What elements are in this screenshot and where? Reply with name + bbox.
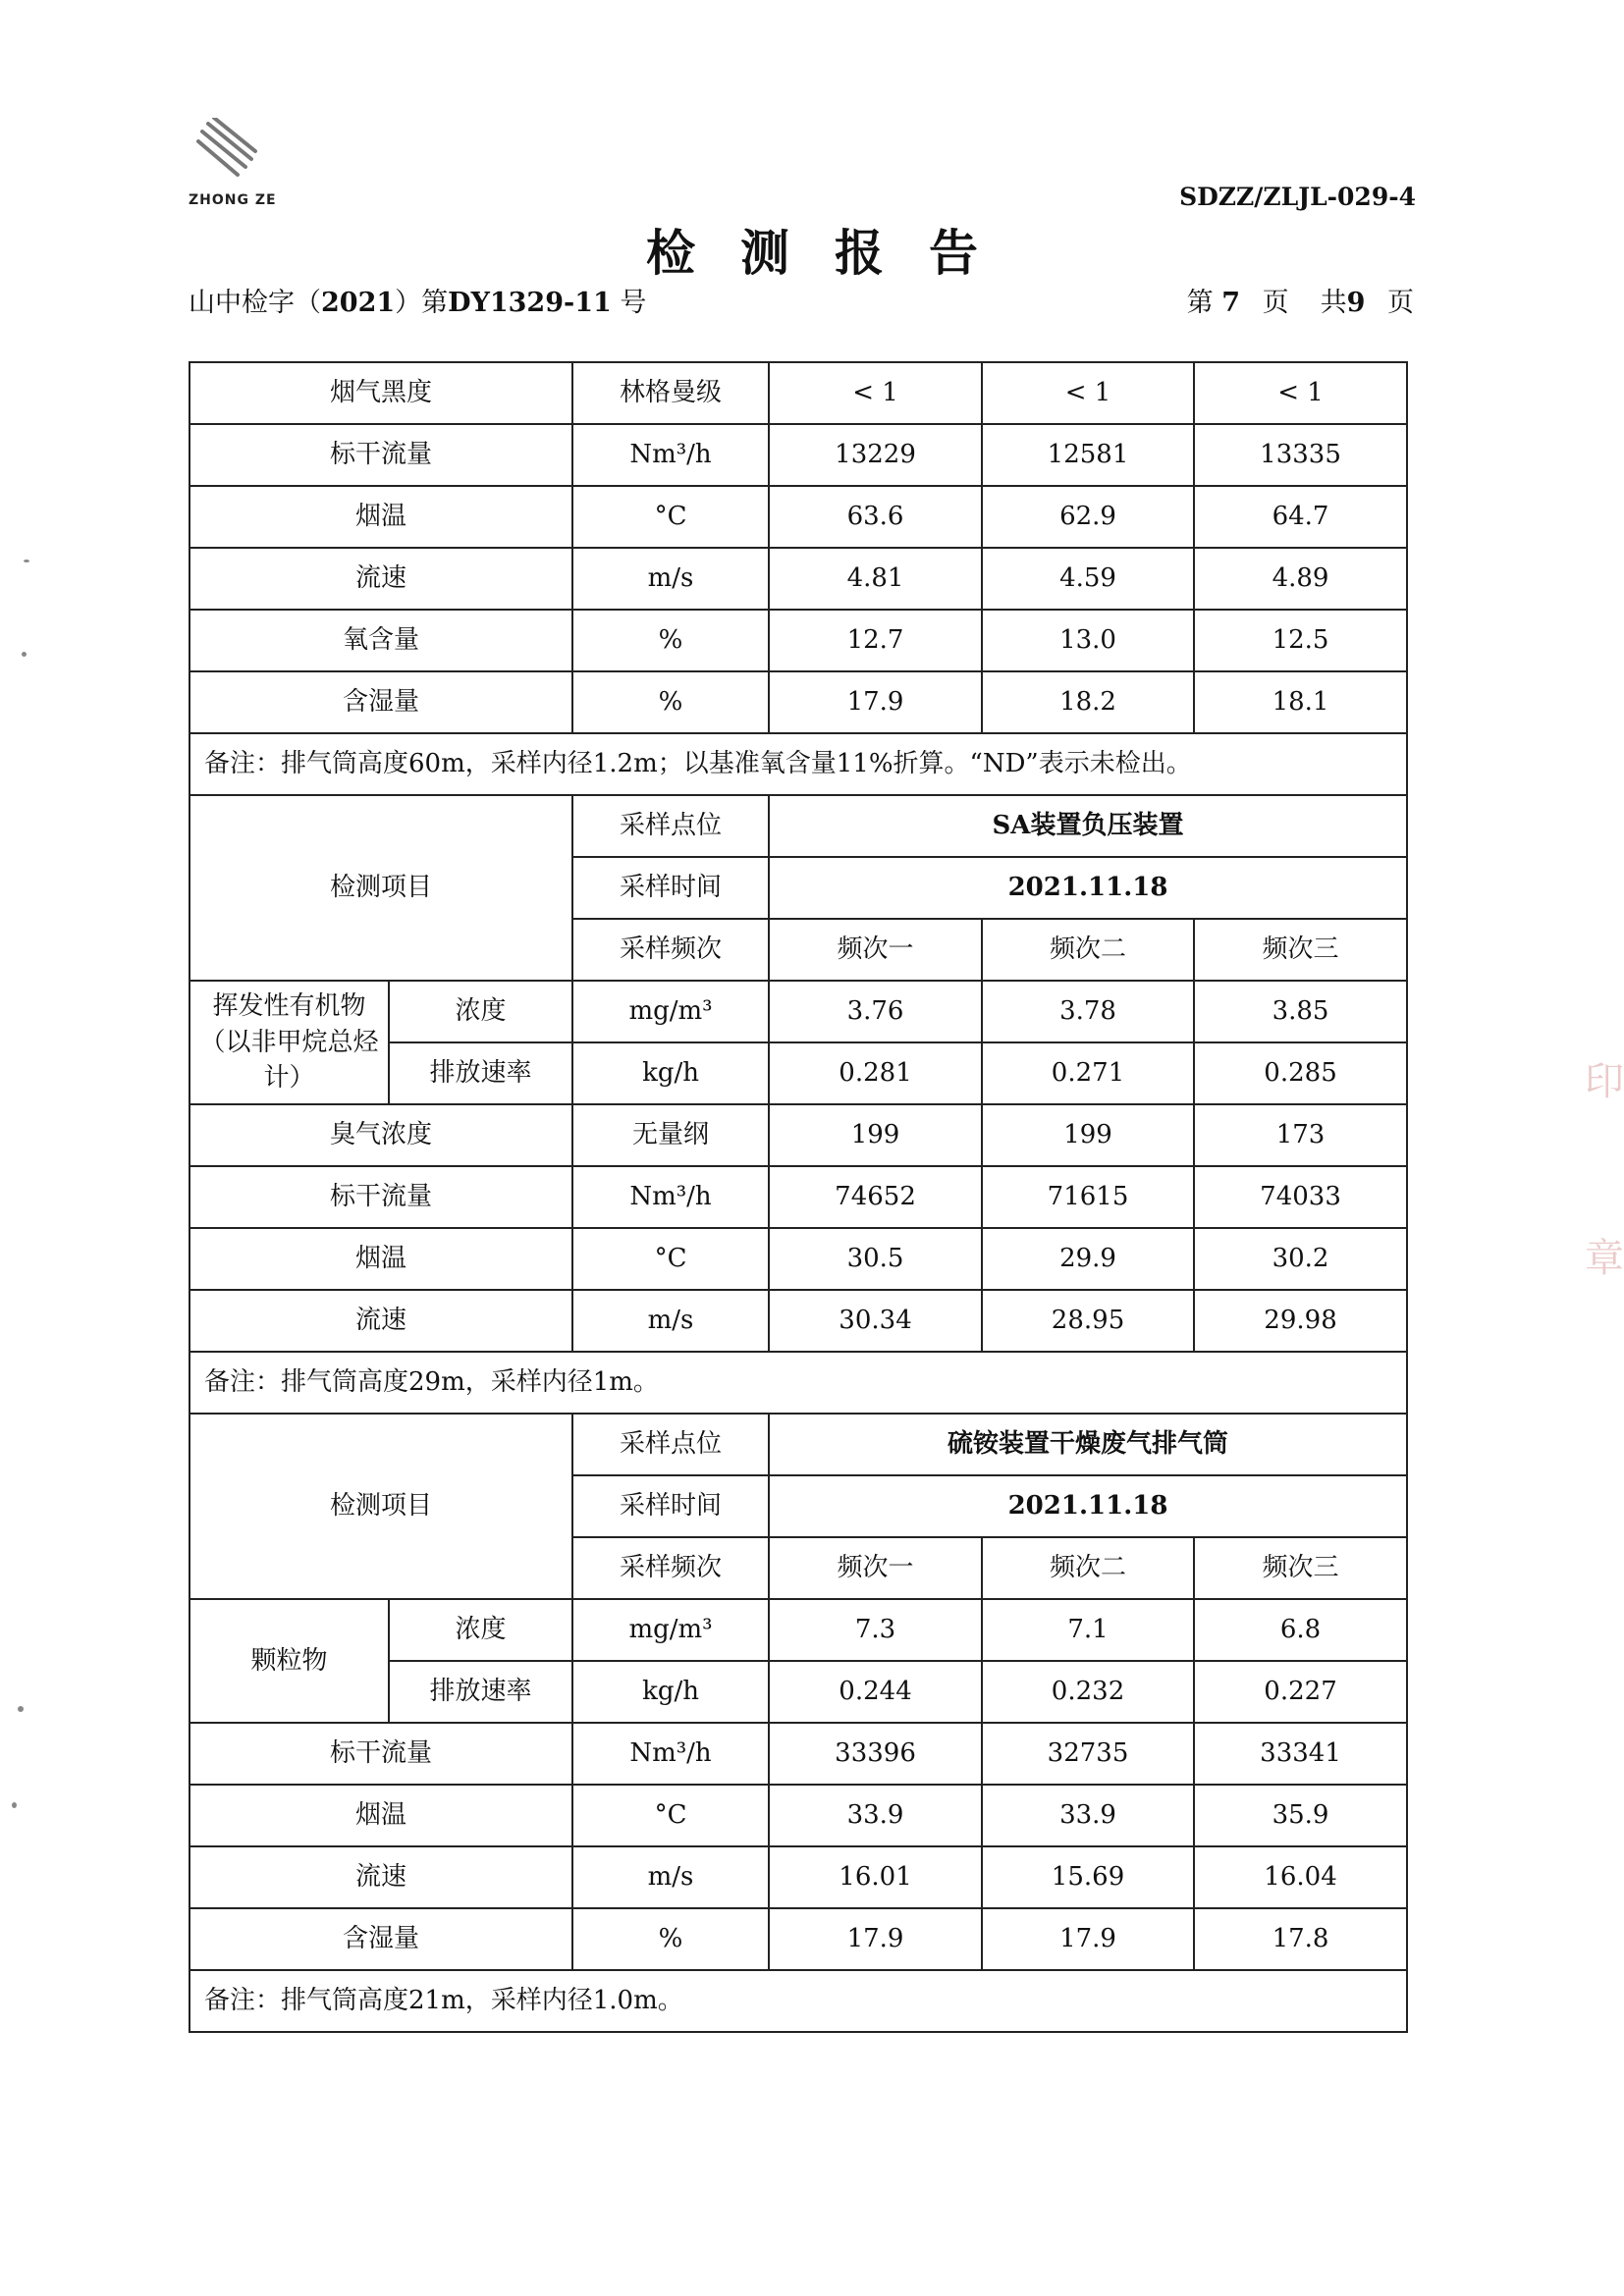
label-cell: 采样频次 xyxy=(572,919,769,981)
unit-cell: kg/h xyxy=(572,1042,769,1104)
value-cell: 199 xyxy=(769,1104,982,1166)
item-cell: 烟温 xyxy=(189,1785,572,1846)
item-cell: 烟温 xyxy=(189,486,572,548)
value-cell: 13335 xyxy=(1194,424,1407,486)
item-cell: 烟温 xyxy=(189,1228,572,1290)
value-cell: < 1 xyxy=(982,362,1194,424)
frequency-cell: 频次二 xyxy=(982,1537,1194,1599)
report-number: 山中检字（2021）第DY1329-11 号 xyxy=(189,288,647,318)
unit-cell: °C xyxy=(572,1785,769,1846)
unit-cell: Nm³/h xyxy=(572,1166,769,1228)
unit-cell: % xyxy=(572,671,769,733)
note-cell: 备注：排气筒高度21m，采样内径1.0m。 xyxy=(189,1970,1407,2032)
note-cell: 备注：排气筒高度60m，采样内径1.2m；以基准氧含量11%折算。“ND”表示未检出。 xyxy=(189,733,1407,795)
unit-cell: % xyxy=(572,610,769,671)
scan-mark xyxy=(22,652,27,657)
table-row xyxy=(189,1414,1407,1475)
value-cell: 199 xyxy=(982,1104,1194,1166)
value-cell: 17.9 xyxy=(769,671,982,733)
table-row xyxy=(189,610,1407,671)
value-cell: 12581 xyxy=(982,424,1194,486)
table-row xyxy=(189,1104,1407,1166)
value-cell: < 1 xyxy=(1194,362,1407,424)
item-cell: 流速 xyxy=(189,1290,572,1352)
scan-mark xyxy=(24,560,29,562)
unit-cell: 无量纲 xyxy=(572,1104,769,1166)
group-item-cell: 挥发性有机物（以非甲烷总烃计） xyxy=(189,981,389,1104)
value-cell: 33.9 xyxy=(769,1785,982,1846)
label-cell: 采样频次 xyxy=(572,1537,769,1599)
value-cell: 3.85 xyxy=(1194,981,1407,1042)
item-cell: 含湿量 xyxy=(189,671,572,733)
table-row xyxy=(189,1846,1407,1908)
table-row xyxy=(189,1908,1407,1970)
value-cell: 4.81 xyxy=(769,548,982,610)
seal-stamp-fragment: 印 xyxy=(1585,1059,1624,1104)
item-cell: 臭气浓度 xyxy=(189,1104,572,1166)
value-cell: 33396 xyxy=(769,1723,982,1785)
table-row xyxy=(189,1228,1407,1290)
value-cell: 18.1 xyxy=(1194,671,1407,733)
value-cell: 18.2 xyxy=(982,671,1194,733)
sub-item-cell: 排放速率 xyxy=(389,1661,572,1723)
table-row xyxy=(189,981,1407,1042)
value-cell: 12.7 xyxy=(769,610,982,671)
table-row xyxy=(189,1785,1407,1846)
unit-cell: °C xyxy=(572,1228,769,1290)
value-cell: 30.2 xyxy=(1194,1228,1407,1290)
value-cell: 3.76 xyxy=(769,981,982,1042)
value-cell: 29.9 xyxy=(982,1228,1194,1290)
frequency-cell: 频次三 xyxy=(1194,919,1407,981)
item-cell: 标干流量 xyxy=(189,1166,572,1228)
value-cell: 4.59 xyxy=(982,548,1194,610)
table-row xyxy=(189,486,1407,548)
item-cell: 流速 xyxy=(189,548,572,610)
scan-mark xyxy=(12,1802,17,1808)
value-cell: 62.9 xyxy=(982,486,1194,548)
value-cell: 16.04 xyxy=(1194,1846,1407,1908)
header-item-cell: 检测项目 xyxy=(189,1414,572,1599)
unit-cell: kg/h xyxy=(572,1661,769,1723)
item-cell: 氧含量 xyxy=(189,610,572,671)
value-cell: 0.271 xyxy=(982,1042,1194,1104)
table-row xyxy=(189,1599,1407,1661)
table-row xyxy=(189,424,1407,486)
value-cell: 6.8 xyxy=(1194,1599,1407,1661)
value-cell: 71615 xyxy=(982,1166,1194,1228)
unit-cell: Nm³/h xyxy=(572,1723,769,1785)
group-item-cell: 颗粒物 xyxy=(189,1599,389,1723)
value-cell: 28.95 xyxy=(982,1290,1194,1352)
value-cell: 33341 xyxy=(1194,1723,1407,1785)
value-cell: 16.01 xyxy=(769,1846,982,1908)
unit-cell: 林格曼级 xyxy=(572,362,769,424)
value-cell: 35.9 xyxy=(1194,1785,1407,1846)
value-cell: 29.98 xyxy=(1194,1290,1407,1352)
value-cell: 33.9 xyxy=(982,1785,1194,1846)
label-cell: 采样时间 xyxy=(572,857,769,919)
label-cell: 采样点位 xyxy=(572,795,769,857)
label-cell: 采样时间 xyxy=(572,1475,769,1537)
value-cell: 0.232 xyxy=(982,1661,1194,1723)
item-cell: 流速 xyxy=(189,1846,572,1908)
unit-cell: % xyxy=(572,1908,769,1970)
value-cell: < 1 xyxy=(769,362,982,424)
frequency-cell: 频次三 xyxy=(1194,1537,1407,1599)
value-cell: 30.5 xyxy=(769,1228,982,1290)
company-logo xyxy=(185,118,293,216)
value-cell: 0.281 xyxy=(769,1042,982,1104)
item-cell: 标干流量 xyxy=(189,1723,572,1785)
frequency-cell: 频次一 xyxy=(769,1537,982,1599)
value-cell: 0.227 xyxy=(1194,1661,1407,1723)
value-cell: 4.89 xyxy=(1194,548,1407,610)
unit-cell: mg/m³ xyxy=(572,1599,769,1661)
unit-cell: m/s xyxy=(572,548,769,610)
table-row xyxy=(189,733,1407,795)
table-row xyxy=(189,1290,1407,1352)
table-row xyxy=(189,1723,1407,1785)
sub-item-cell: 浓度 xyxy=(389,1599,572,1661)
table-row xyxy=(189,1970,1407,2032)
value-cell: 0.285 xyxy=(1194,1042,1407,1104)
sub-item-cell: 排放速率 xyxy=(389,1042,572,1104)
sub-item-cell: 浓度 xyxy=(389,981,572,1042)
unit-cell: m/s xyxy=(572,1290,769,1352)
unit-cell: Nm³/h xyxy=(572,424,769,486)
unit-cell: °C xyxy=(572,486,769,548)
note-cell: 备注：排气筒高度29m，采样内径1m。 xyxy=(189,1352,1407,1414)
logo-text: ZHONG ZE xyxy=(189,192,277,208)
item-cell: 烟气黑度 xyxy=(189,362,572,424)
value-cell: 32735 xyxy=(982,1723,1194,1785)
page-title: 检测报告 xyxy=(646,224,1023,282)
value-cell: 30.34 xyxy=(769,1290,982,1352)
value-cell: 64.7 xyxy=(1194,486,1407,548)
table-row xyxy=(189,1166,1407,1228)
frequency-cell: 频次二 xyxy=(982,919,1194,981)
label-cell: 采样点位 xyxy=(572,1414,769,1475)
value-cell: 7.1 xyxy=(982,1599,1194,1661)
value-cell: 17.9 xyxy=(982,1908,1194,1970)
item-cell: 标干流量 xyxy=(189,424,572,486)
value-cell: 13229 xyxy=(769,424,982,486)
frequency-cell: 频次一 xyxy=(769,919,982,981)
value-cell: 17.9 xyxy=(769,1908,982,1970)
sampling-point-cell: 硫铵装置干燥废气排气筒 xyxy=(769,1414,1407,1475)
seal-stamp-fragment: 章 xyxy=(1585,1236,1624,1281)
report-table xyxy=(189,361,1408,2033)
item-cell: 含湿量 xyxy=(189,1908,572,1970)
value-cell: 7.3 xyxy=(769,1599,982,1661)
sampling-time-cell: 2021.11.18 xyxy=(769,1475,1407,1537)
table-row xyxy=(189,795,1407,857)
value-cell: 12.5 xyxy=(1194,610,1407,671)
value-cell: 63.6 xyxy=(769,486,982,548)
table-row xyxy=(189,671,1407,733)
scan-mark xyxy=(18,1706,24,1712)
document-code: SDZZ/ZLJL-029-4 xyxy=(1179,183,1416,211)
page-info: 第 7 页 共9 页 xyxy=(1186,288,1414,318)
value-cell: 74652 xyxy=(769,1166,982,1228)
value-cell: 17.8 xyxy=(1194,1908,1407,1970)
value-cell: 13.0 xyxy=(982,610,1194,671)
value-cell: 15.69 xyxy=(982,1846,1194,1908)
table-row xyxy=(189,362,1407,424)
value-cell: 74033 xyxy=(1194,1166,1407,1228)
table-row xyxy=(189,548,1407,610)
value-cell: 0.244 xyxy=(769,1661,982,1723)
sampling-point-cell: SA装置负压装置 xyxy=(769,795,1407,857)
table-row xyxy=(189,1352,1407,1414)
header-item-cell: 检测项目 xyxy=(189,795,572,981)
value-cell: 3.78 xyxy=(982,981,1194,1042)
logo-stripes-icon xyxy=(196,118,259,187)
unit-cell: mg/m³ xyxy=(572,981,769,1042)
sampling-time-cell: 2021.11.18 xyxy=(769,857,1407,919)
unit-cell: m/s xyxy=(572,1846,769,1908)
value-cell: 173 xyxy=(1194,1104,1407,1166)
